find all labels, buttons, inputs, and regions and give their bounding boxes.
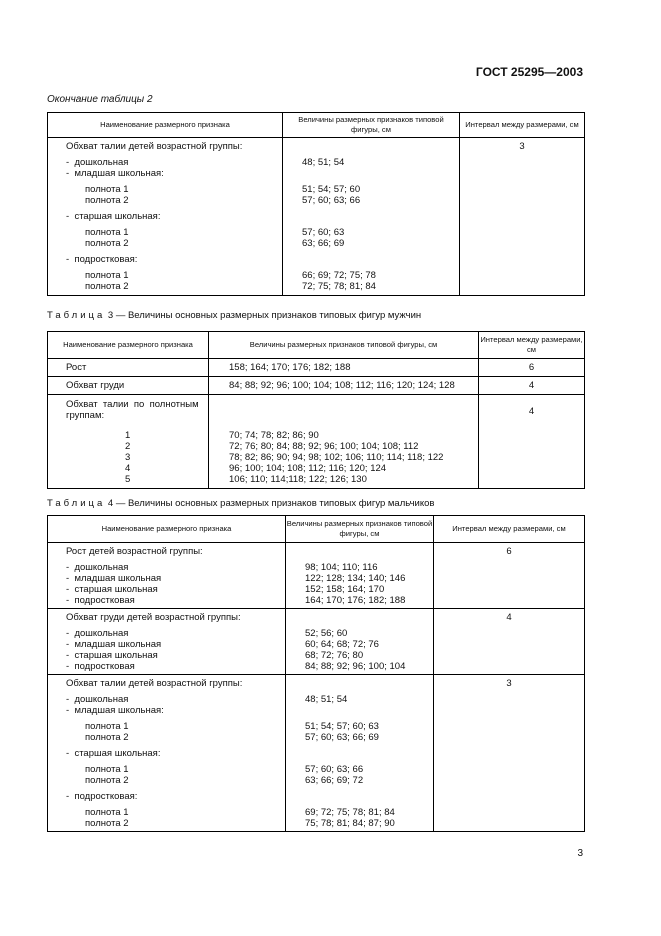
column-header-interval: Интервал между размерами, см [460,113,585,138]
document-id: ГОСТ 25295—2003 [475,65,583,79]
column-header-interval: Интервал между размерами, см [479,332,585,359]
table-2-end [47,112,585,296]
table-3 [47,331,585,489]
group-label: - подростковая: [66,254,138,265]
fullness-number: 5 [125,474,131,485]
group-label: - подростковая [66,661,135,672]
caption-prefix: Таблица [47,310,106,321]
interval-cell: 4 [506,612,512,623]
group-label: - подростковая: [66,791,138,802]
group-label: - старшая школьная: [66,211,161,222]
group-label: - младшая школьная: [66,705,164,716]
values-cell: 106; 110; 114;118; 122; 126; 130 [229,474,367,485]
values-cell: 48; 51; 54 [302,157,345,168]
values-cell: 69; 72; 75; 78; 81; 84 [305,807,395,818]
group-label: - дошкольная [66,562,129,573]
group-label: - младшая школьная [66,639,162,650]
values-cell: 66; 69; 72; 75; 78 [302,270,376,281]
interval-cell: 4 [528,406,535,417]
values-cell: 51; 54; 57; 60 [302,184,361,195]
fullness-label: полнота 2 [85,195,129,206]
values-cell: 164; 170; 176; 182; 188 [305,595,406,606]
group-label: - младшая школьная [66,573,162,584]
caption-text: — Величины основных размерных признаков типовых фигур мужчин [115,310,422,321]
fullness-label: полнота 1 [85,184,129,195]
row-name: Обхват талии по полнотным [66,399,199,410]
column-header-interval: Интервал между размерами, см [434,516,585,543]
values-cell: 60; 64; 68; 72; 76 [305,639,379,650]
column-header-name: Наименование размерного признака [48,113,283,138]
fullness-label: полнота 1 [85,270,129,281]
fullness-label: полнота 1 [85,721,129,732]
table-4-caption [47,498,434,509]
group-label: - дошкольная [66,694,129,705]
values-cell: 72; 76; 80; 84; 88; 92; 96; 100; 104; 108; 112 [229,441,419,452]
values-cell: 122; 128; 134; 140; 146 [305,573,406,584]
values-cell: 57; 60; 63; 66 [302,195,361,206]
values-cell: 68; 72; 76; 80 [305,650,364,661]
fullness-label: полнота 1 [85,807,129,818]
values-cell: 84; 88; 92; 96; 100; 104 [305,661,406,672]
values-cell: 51; 54; 57; 60; 63 [305,721,379,732]
row-name: Обхват груди [66,380,125,391]
values-cell: 52; 56; 60 [305,628,348,639]
fullness-label: полнота 2 [85,775,129,786]
values-cell: 75; 78; 81; 84; 87; 90 [305,818,395,829]
fullness-label: полнота 1 [85,227,129,238]
group-label: - старшая школьная: [66,748,161,759]
caption-text: — Величины основных размерных признаков типовых фигур мальчиков [115,498,435,509]
row-title: Рост детей возрастной группы: [66,546,203,557]
values-cell: 158; 164; 170; 176; 182; 188 [229,362,351,373]
row-title: Обхват груди детей возрастной группы: [66,612,241,623]
page-number: 3 [577,848,583,859]
values-cell: 63; 66; 69; 72 [305,775,364,786]
values-cell: 57; 60; 63; 66 [305,764,364,775]
fullness-label: полнота 1 [85,764,129,775]
values-cell: 48; 51; 54 [305,694,348,705]
row-title: Обхват талии детей возрастной группы: [66,678,243,689]
row-name: группам: [66,410,105,421]
group-label: - старшая школьная [66,650,158,661]
row-title: Обхват талии детей возрастной группы: [66,141,243,152]
caption-prefix: Таблица [47,498,106,509]
interval-cell: 4 [528,380,535,391]
fullness-label: полнота 2 [85,281,129,292]
values-cell: 84; 88; 92; 96; 100; 104; 108; 112; 116; 120; 124; 128 [229,380,455,391]
table-3-caption [47,310,421,321]
fullness-number: 3 [125,452,131,463]
values-cell: 98; 104; 110; 116 [305,562,378,573]
fullness-label: полнота 2 [85,732,129,743]
column-header-name: Наименование размерного признака [48,332,209,359]
table-2-continuation-caption: Окончание таблицы 2 [47,94,153,105]
fullness-label: полнота 2 [85,238,129,249]
group-label: - подростковая [66,595,135,606]
values-cell: 57; 60; 63 [302,227,345,238]
column-header-name: Наименование размерного признака [48,516,286,543]
values-cell: 70; 74; 78; 82; 86; 90 [229,430,319,441]
interval-cell: 3 [506,678,512,689]
interval-cell: 6 [506,546,512,557]
caption-number: 3 [107,310,114,321]
group-label: - старшая школьная [66,584,158,595]
values-cell: 78; 82; 86; 90; 94; 98; 102; 106; 110; 114; 118; 122 [229,452,444,463]
caption-number: 4 [107,498,114,509]
values-cell: 63; 66; 69 [302,238,345,249]
values-cell: 96; 100; 104; 108; 112; 116; 120; 124 [229,463,387,474]
table-4 [47,515,585,832]
column-header-values: Величины размерных признаков типовой фигуры, см [283,113,460,138]
column-header-values: Величины размерных признаков типовой фигуры, см [286,516,434,543]
values-cell: 152; 158; 164; 170 [305,584,385,595]
interval-cell: 3 [519,141,525,152]
fullness-number: 4 [125,463,131,474]
group-label: - дошкольная [66,628,129,639]
values-cell: 57; 60; 63; 66; 69 [305,732,379,743]
fullness-number: 2 [125,441,131,452]
row-name: Рост [66,362,87,373]
values-cell: 72; 75; 78; 81; 84 [302,281,376,292]
interval-cell: 6 [528,362,535,373]
group-label: - младшая школьная: [66,168,164,179]
fullness-label: полнота 2 [85,818,129,829]
fullness-number: 1 [125,430,131,441]
column-header-values: Величины размерных признаков типовой фигуры, см [209,332,479,359]
group-label: - дошкольная [66,157,129,168]
